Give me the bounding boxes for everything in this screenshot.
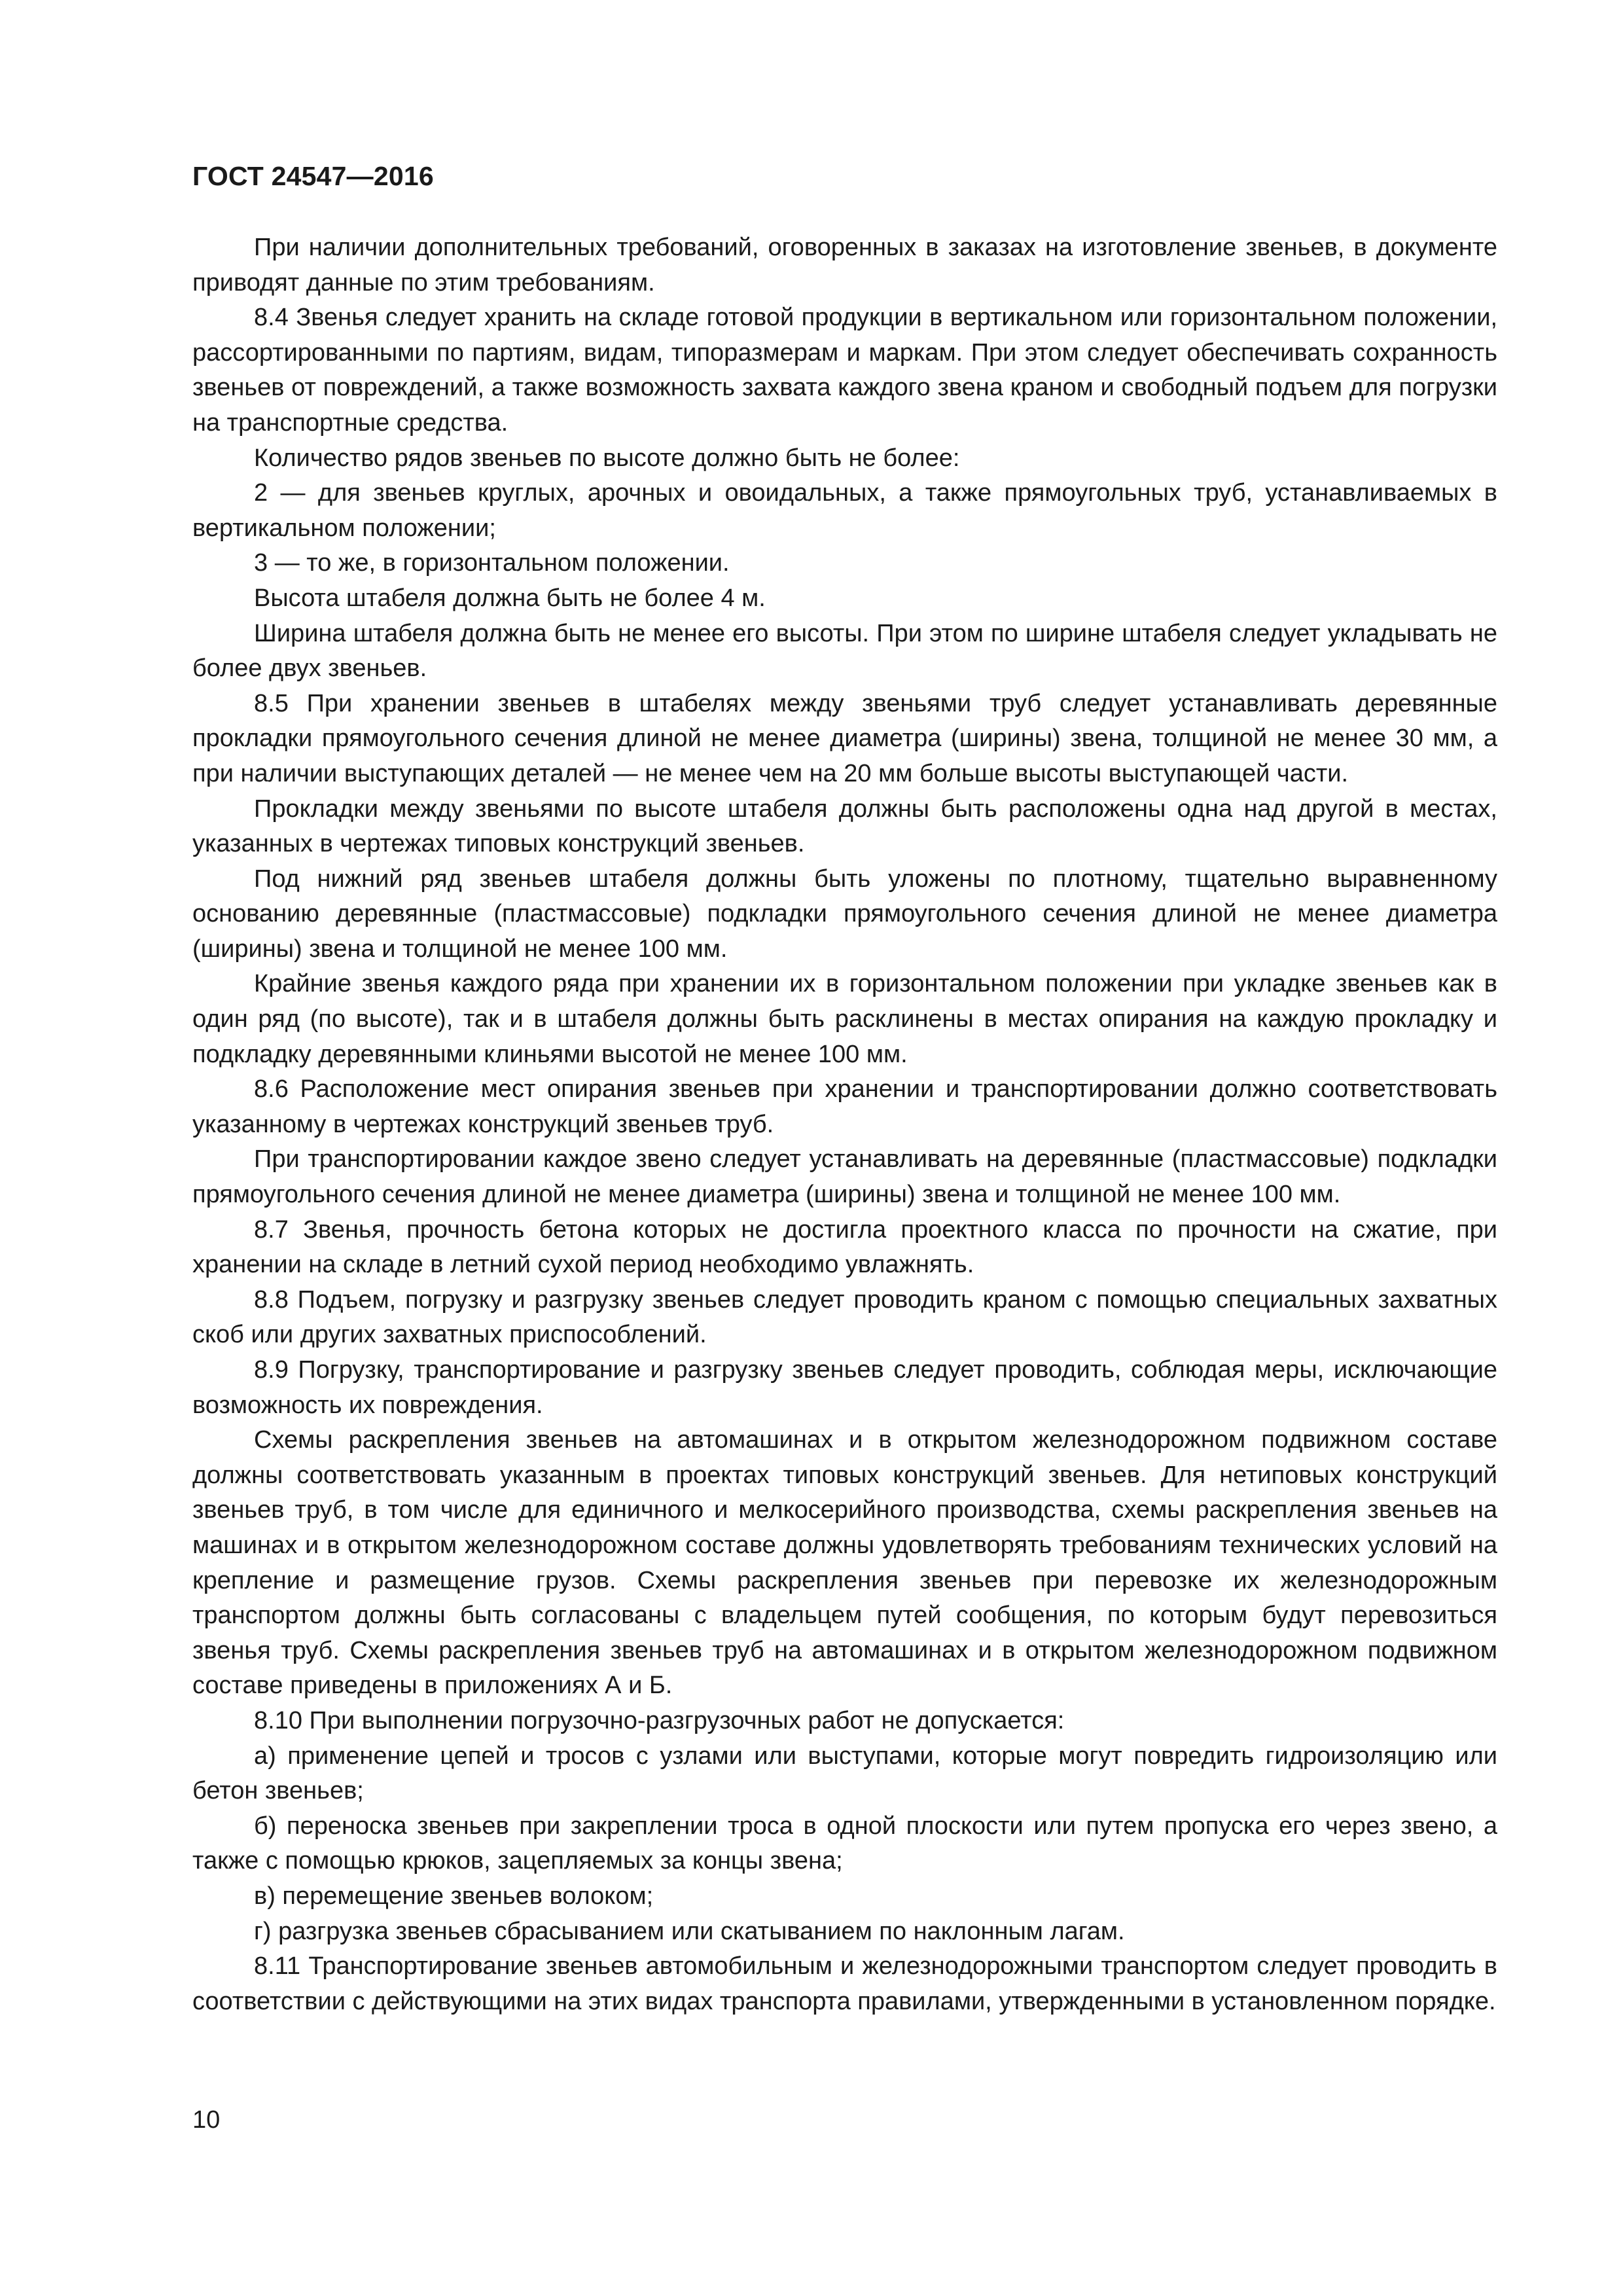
paragraph-8-7-moistening: 8.7 Звенья, прочность бетона которых не достигла проектного класса по прочности на сжатие, при хранении на складе в летний сухой период необходимо увлажнять.: [192, 1215, 1497, 1279]
paragraph-wedging: Крайние звенья каждого ряда при хранении их в горизонтальном положении при укладке звеньев как в один ряд (по высоте), так и в штабеля должны быть расклинены в местах опирания на каждую прокладку и подкладку деревянными клиньями высотой не менее 100 мм.: [192, 970, 1497, 1068]
paragraph-rows-horizontal: 3 — то же, в горизонтальном положении.: [254, 549, 730, 577]
paragraph-transport-supports: При транспортировании каждое звено следует устанавливать на деревянные (пластмассовые) подкладки прямоугольного сечения длиной не менее диаметра (ширины) звена и толщиной не менее 100 мм.: [192, 1145, 1497, 1209]
paragraph-8-4-storage: 8.4 Звенья следует хранить на складе готовой продукции в вертикальном или горизонтальном положении, рассортированными по партиям, видам, типоразмерам и маркам. При этом следует обеспечивать сохранность звеньев от повреждений, а также возможность захвата каждого звена краном и свободный подъем для погрузки на транспортные средства.: [192, 304, 1497, 437]
paragraph-row-count: Количество рядов звеньев по высоте должно быть не более:: [254, 444, 960, 472]
paragraph-spacer-placement: Прокладки между звеньями по высоте штабеля должны быть расположены одна над другой в местах, указанных в чертежах типовых конструкций звеньев.: [192, 795, 1497, 858]
page-number: 10: [192, 2106, 221, 2134]
paragraph-stack-height: Высота штабеля должна быть не более 4 м.: [254, 584, 766, 612]
paragraph-additional-requirements: При наличии дополнительных требований, оговоренных в заказах на изготовление звеньев, в документе приводят данные по этим требованиям.: [192, 234, 1497, 296]
document-code-header: ГОСТ 24547—2016: [192, 161, 434, 191]
list-item-b: б) переноска звеньев при закреплении троса в одной плоскости или путем пропуска его через звено, а также с помощью крюков, зацепляемых за концы звена;: [192, 1812, 1497, 1875]
paragraph-8-9-loading: 8.9 Погрузку, транспортирование и разгрузку звеньев следует проводить, соблюдая меры, исключающие возможность их повреждения.: [192, 1356, 1497, 1419]
body-text: [192, 230, 1497, 2019]
paragraph-8-8-lifting: 8.8 Подъем, погрузку и разгрузку звеньев следует проводить краном с помощью специальных захватных скоб или других захватных приспособлений.: [192, 1285, 1497, 1349]
paragraph-fastening-schemes: Схемы раскрепления звеньев на автомашинах и в открытом железнодорожном подвижном составе должны соответствовать указанным в проектах типовых конструкций звеньев. Для нетиповых конструкций звеньев труб, в том числе для единичного и мелкосерийного производства, схемы раскрепления звеньев на машинах и в открытом железнодорожном составе должны удовлетворять требованиям технических условий на крепление и размещение грузов. Схемы раскрепления звеньев при перевозке их железнодорожным транспортом должны быть согласованы с владельцем путей сообщения, по которым будут перевозиться звенья труб. Схемы раскрепления звеньев труб на автомашинах и в открытом железнодорожном подвижном составе приведены в приложениях А и Б.: [192, 1426, 1497, 1700]
paragraph-stack-width: Ширина штабеля должна быть не менее его высоты. При этом по ширине штабеля следует укладывать не более двух звеньев.: [192, 619, 1497, 683]
list-item-v: в) перемещение звеньев волоком;: [254, 1882, 654, 1910]
paragraph-8-11-transport: 8.11 Транспортирование звеньев автомобильным и железнодорожными транспортом следует проводить в соответствии с действующими на этих видах транспорта правилами, утвержденными в установленном порядке.: [192, 1952, 1497, 2015]
paragraph-rows-vertical: 2 — для звеньев круглых, арочных и овоидальных, а также прямоугольных труб, устанавливаемых в вертикальном положении;: [192, 479, 1497, 542]
list-item-a: а) применение цепей и тросов с узлами или выступами, которые могут повредить гидроизоляцию или бетон звеньев;: [192, 1742, 1497, 1805]
paragraph-8-5-spacers: 8.5 При хранении звеньев в штабелях между звеньями труб следует устанавливать деревянные прокладки прямоугольного сечения длиной не менее диаметра (ширины) звена, толщиной не менее 30 мм, а при наличии выступающих деталей — не менее чем на 20 мм больше высоты выступающей части.: [192, 689, 1497, 787]
paragraph-8-6-support-points: 8.6 Расположение мест опирания звеньев при хранении и транспортировании должно соответствовать указанному в чертежах конструкций звеньев труб.: [192, 1075, 1497, 1138]
paragraph-bottom-supports: Под нижний ряд звеньев штабеля должны быть уложены по плотному, тщательно выравненному основанию деревянные (пластмассовые) подкладки прямоугольного сечения длиной не менее диаметра (ширины) звена и толщиной не менее 100 мм.: [192, 865, 1497, 963]
list-item-g: г) разгрузка звеньев сбрасыванием или скатыванием по наклонным лагам.: [254, 1917, 1125, 1945]
paragraph-8-10-not-allowed: 8.10 При выполнении погрузочно-разгрузочных работ не допускается:: [254, 1706, 1065, 1734]
